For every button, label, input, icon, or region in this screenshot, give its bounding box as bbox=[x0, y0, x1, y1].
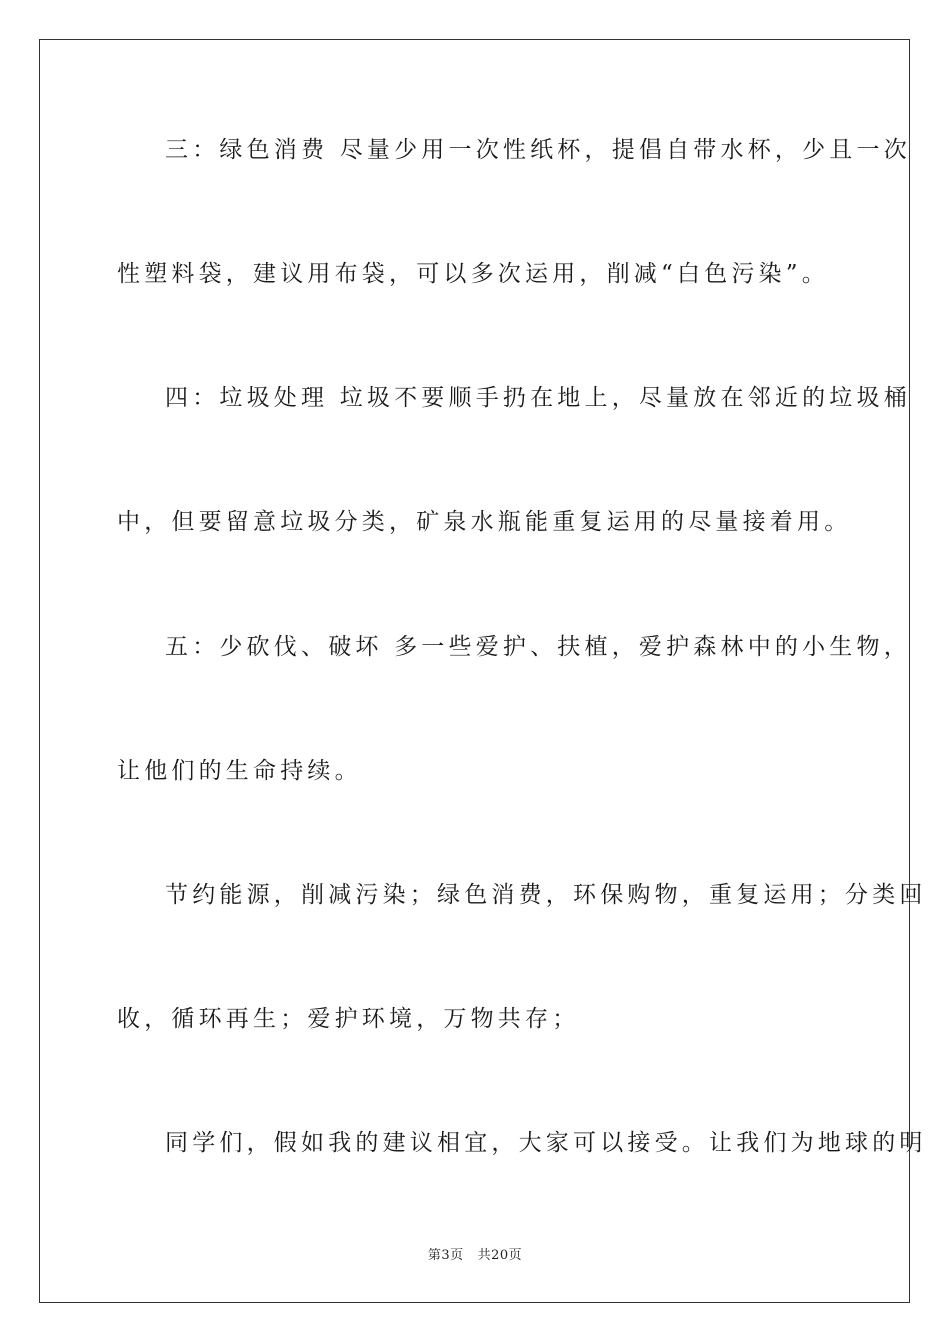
page-border bbox=[39, 39, 910, 1303]
paragraph-5-line-2: 让他们的生命持续。 bbox=[117, 758, 362, 784]
paragraph-4-line-2: 中，但要留意垃圾分类，矿泉水瓶能重复运用的尽量接着用。 bbox=[117, 509, 852, 535]
paragraph-7-line-1: 同学们，假如我的建议相宜，大家可以接受。让我们为地球的明 bbox=[165, 1130, 927, 1156]
paragraph-6-line-2: 收，循环再生；爱护环境，万物共存； bbox=[117, 1006, 580, 1032]
paragraph-6-line-1: 节约能源，削减污染；绿色消费，环保购物，重复运用；分类回 bbox=[165, 882, 927, 908]
paragraph-3-line-2: 性塑料袋，建议用布袋，可以多次运用，削减“白色污染”。 bbox=[117, 261, 829, 287]
paragraph-3-line-1: 三：绿色消费 尽量少用一次性纸杯，提倡自带水杯，少且一次 bbox=[165, 137, 911, 163]
page-total: 共20页 bbox=[477, 1248, 523, 1263]
paragraph-4-line-1: 四：垃圾处理 垃圾不要顺手扔在地上，尽量放在邻近的垃圾桶 bbox=[165, 385, 911, 411]
page-number: 第3页 bbox=[427, 1248, 464, 1263]
paragraph-5-line-1: 五：少砍伐、破坏 多一些爱护、扶植，爱护森林中的小生物， bbox=[165, 634, 911, 660]
page-footer bbox=[0, 1248, 950, 1264]
